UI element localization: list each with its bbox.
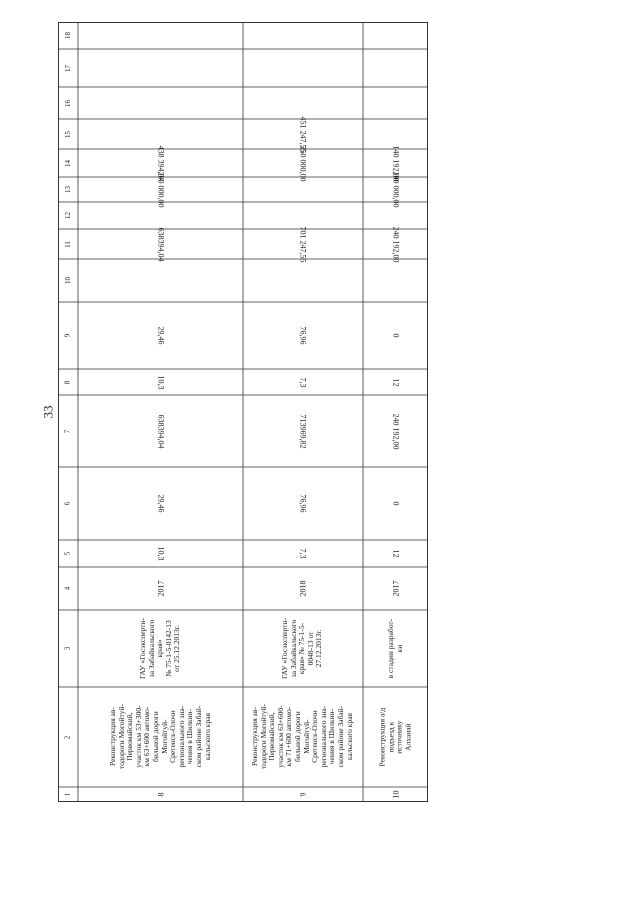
col-header: 18 <box>63 32 72 39</box>
col-header: 11 <box>63 240 72 248</box>
table-cell: 638394,04 <box>156 414 165 448</box>
data-table <box>58 22 428 802</box>
table-cell: в стадии разработ- ки <box>385 618 404 679</box>
table-cell: Реконструкция ав- тодороги Могойтуй- Первомайский, участок км 63+600- км 71+600 автомо- бильной дороги Могойтуй- Сретенск-Олочи регионального зна- чения в Шилкин- ском районе Забай- кальского края <box>250 704 354 770</box>
table-cell: 140 192,00 <box>391 145 400 181</box>
table-cell: 200 000,00 <box>156 171 165 208</box>
col-header: 7 <box>63 429 72 433</box>
col-header: 10 <box>63 277 72 284</box>
table-cell: 0 <box>391 501 400 506</box>
table-cell: 29,46 <box>156 326 165 345</box>
table-cell: 8 <box>156 792 165 797</box>
col-header: 6 <box>63 501 72 506</box>
col-header: 14 <box>63 159 72 167</box>
table-cell: 438 394,04 <box>156 145 165 181</box>
table-cell: 2017 <box>391 580 400 597</box>
table-cell: 0 <box>391 333 400 338</box>
table-cell: 2018 <box>298 580 308 597</box>
col-header: 16 <box>63 99 72 107</box>
table-cell: Реконструкция а/д подъезд к источнику Алханай <box>377 707 413 767</box>
table-cell: 2017 <box>156 580 165 597</box>
table-cell: 29,46 <box>156 494 165 513</box>
page-number <box>38 402 58 422</box>
col-header: 13 <box>63 186 72 193</box>
table-cell: Реконструкция ав- тодороги Могойтуй- Первомайский, участок км 53+300- км 63+600 автомо- бильной дороги Могойтуй- Сретенск-Олочи регионального зна- чения в Шилкин- ском районе Забай- кальского края <box>107 704 212 770</box>
table-cell: 76,96 <box>298 494 308 513</box>
col-header: 9 <box>63 333 72 338</box>
table-cell: 638394,04 <box>156 227 165 261</box>
table-cell: 12 <box>391 549 400 558</box>
table-cell: 10,3 <box>156 546 165 561</box>
page-number-text: 33 <box>40 405 55 419</box>
col-header: 17 <box>63 64 72 72</box>
table-cell: 12 <box>391 378 400 386</box>
col-header: 4 <box>63 586 72 591</box>
col-header: 2 <box>63 735 72 739</box>
table-cell: 451 247,55 <box>298 116 308 152</box>
table-cell: 7,3 <box>298 548 308 559</box>
table-cell: 713969,82 <box>298 414 308 448</box>
col-header: 8 <box>63 380 72 384</box>
table-cell: 240 192,00 <box>391 413 400 449</box>
table-cell: 10,3 <box>156 375 165 389</box>
table-cell: ГАУ «Госэкспертн- за Забайкальского края» № 75-1-5-0142-13 от 25.12.2013г. <box>138 617 182 680</box>
table-cell: 76,96 <box>298 326 308 345</box>
table-cell: 240 192,00 <box>391 226 400 262</box>
table-cell: 7,3 <box>298 377 308 387</box>
table-cell: 701 247,55 <box>298 226 308 262</box>
col-header: 5 <box>63 551 72 556</box>
table-cell: 10 <box>391 790 400 799</box>
col-header: 12 <box>63 212 72 219</box>
table-cell: ГАУ «Госэкспертн- за Забайкальского края» № 75-1-5- 0048-13 от 27.12.2013г. <box>280 617 324 680</box>
col-header: 1 <box>63 792 72 797</box>
table-cell: 100 000,00 <box>391 171 400 208</box>
col-header: 3 <box>63 646 72 651</box>
table-cell: 250 000,00 <box>298 145 308 181</box>
table-cell: 9 <box>298 792 308 797</box>
col-header: 15 <box>63 130 72 138</box>
